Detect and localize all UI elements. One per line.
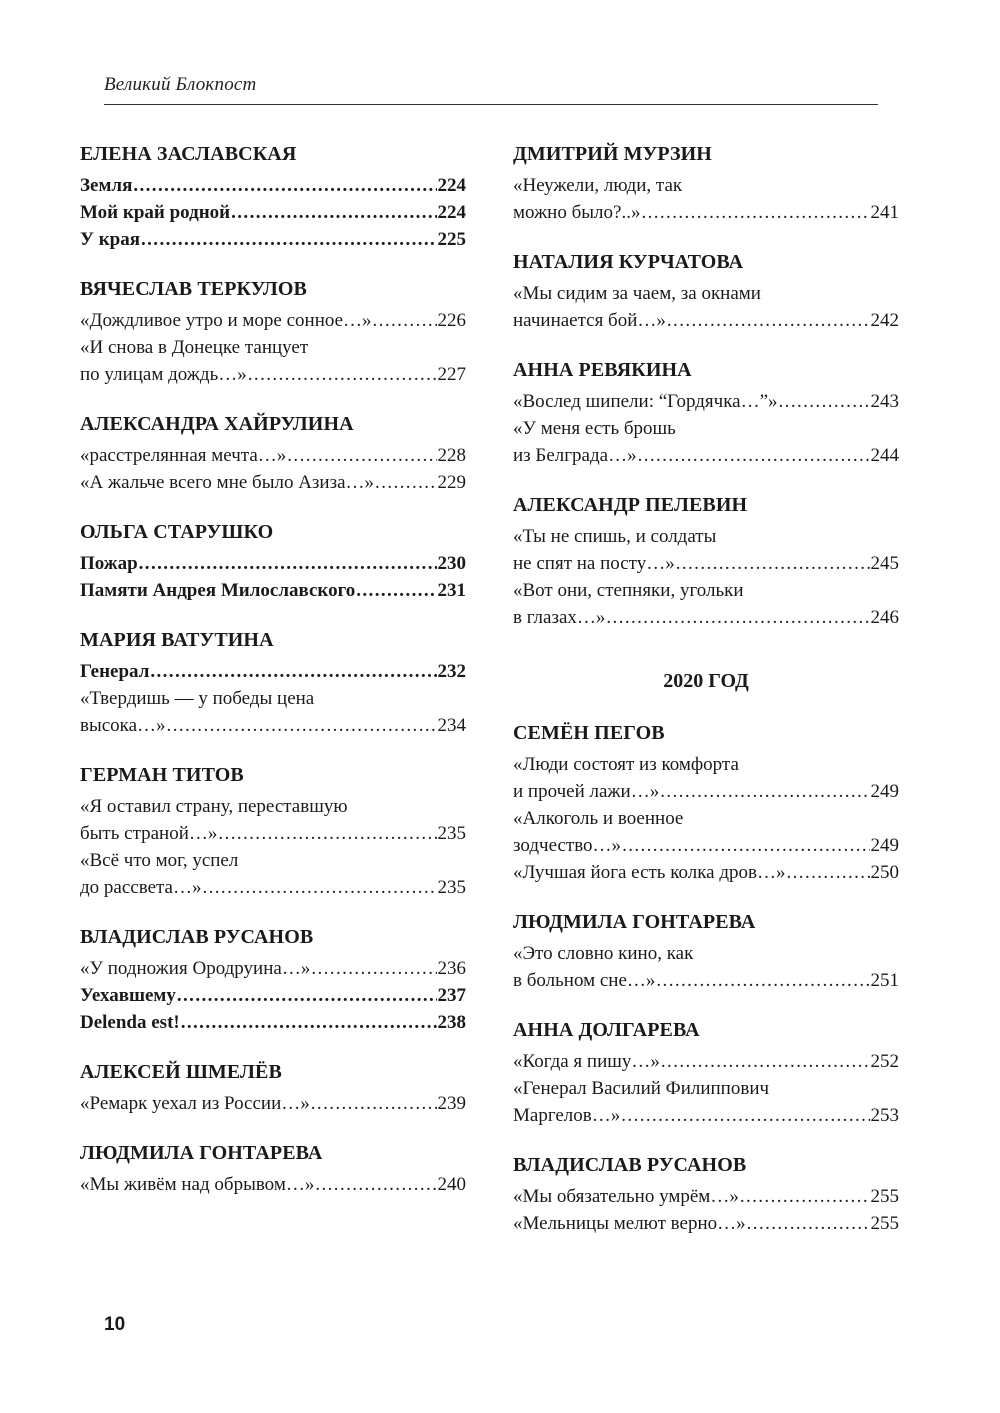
dot-leader xyxy=(315,1171,436,1198)
page-number: 10 xyxy=(104,1314,126,1335)
entry-last-line xyxy=(80,712,466,739)
entry-title: до рассвета…» xyxy=(80,877,202,898)
toc-entry xyxy=(513,1210,899,1237)
toc-section xyxy=(513,1151,899,1237)
entry-last-line xyxy=(513,550,899,577)
toc-entry xyxy=(513,859,899,886)
entry-page-number: 244 xyxy=(870,445,899,466)
entry-title-line: «Ты не спишь, и солдаты xyxy=(513,526,717,547)
dot-leader xyxy=(248,361,437,388)
author-name: АЛЕКСАНДРА ХАЙРУЛИНА xyxy=(80,413,354,435)
author-name: ВЯЧЕСЛАВ ТЕРКУЛОВ xyxy=(80,278,307,300)
author-name: АННА ДОЛГАРЕВА xyxy=(513,1019,700,1041)
entry-title: можно было?..» xyxy=(513,202,641,223)
entry-last-line xyxy=(513,967,899,994)
entry-last-line xyxy=(80,172,466,199)
toc-sections xyxy=(513,719,899,1237)
entry-title-line: «Люди состоят из комфорта xyxy=(513,754,739,775)
entry-last-line xyxy=(80,577,466,604)
dot-leader xyxy=(181,1009,437,1036)
entry-title: не спят на посту…» xyxy=(513,553,675,574)
entry-title: «Дождливое утро и море сонное…» xyxy=(80,310,372,331)
author-name: ЕЛЕНА ЗАСЛАВСКАЯ xyxy=(80,143,297,165)
entry-page-number: 249 xyxy=(870,835,899,856)
entry-title-line: «Алкоголь и военное xyxy=(513,808,684,829)
toc-entry xyxy=(80,982,466,1009)
entry-title: и прочей лажи…» xyxy=(513,781,660,802)
entry-title-line: «Я оставил страну, переставшую xyxy=(80,796,348,817)
entry-title-line: «Вот они, степняки, угольки xyxy=(513,580,744,601)
toc-section xyxy=(80,1058,466,1117)
entry-page-number: 242 xyxy=(870,310,899,331)
entry-last-line xyxy=(513,1183,899,1210)
entry-title-line: «И снова в Донецке танцует xyxy=(80,337,309,358)
dot-leader xyxy=(667,307,870,334)
toc-entry xyxy=(80,226,466,253)
dot-leader xyxy=(202,874,436,901)
dot-leader xyxy=(747,1210,870,1237)
entry-last-line xyxy=(80,226,466,253)
dot-leader xyxy=(133,172,436,199)
entry-title: из Белграда…» xyxy=(513,445,637,466)
toc-sections xyxy=(513,140,899,631)
entry-title: Памяти Андрея Милославского xyxy=(80,580,356,601)
dot-leader xyxy=(676,550,870,577)
entry-last-line xyxy=(513,778,899,805)
entry-last-line xyxy=(513,1048,899,1075)
author-name: АЛЕКСАНДР ПЕЛЕВИН xyxy=(513,494,748,516)
entry-page-number: 228 xyxy=(437,445,466,466)
entry-title: Мой край родной xyxy=(80,202,231,223)
entry-page-number: 245 xyxy=(870,553,899,574)
toc-entry xyxy=(513,523,899,577)
dot-leader xyxy=(779,388,870,415)
entry-last-line xyxy=(513,604,899,631)
entry-title-line: «Это словно кино, как xyxy=(513,943,694,964)
entry-page-number: 246 xyxy=(870,607,899,628)
toc-section xyxy=(80,410,466,496)
author-name: ОЛЬГА СТАРУШКО xyxy=(80,521,274,543)
entry-page-number: 225 xyxy=(437,229,466,250)
toc-entry xyxy=(513,940,899,994)
entry-last-line xyxy=(80,1171,466,1198)
entry-title: Генерал xyxy=(80,661,150,682)
entry-last-line xyxy=(513,442,899,469)
dot-leader xyxy=(231,199,436,226)
dot-leader xyxy=(621,1102,869,1129)
entry-title: высока…» xyxy=(80,715,166,736)
author-name: НАТАЛИЯ КУРЧАТОВА xyxy=(513,251,744,273)
entry-last-line xyxy=(80,361,466,388)
entry-page-number: 255 xyxy=(870,1213,899,1234)
author-name: ЛЮДМИЛА ГОНТАРЕВА xyxy=(513,911,756,933)
toc-section xyxy=(513,491,899,631)
year-heading: 2020 ГОД xyxy=(663,670,749,692)
entry-last-line xyxy=(513,307,899,334)
dot-leader xyxy=(141,226,437,253)
entry-last-line xyxy=(80,955,466,982)
toc-sections xyxy=(80,140,466,1198)
toc-entry xyxy=(513,1048,899,1075)
entry-title: по улицам дождь…» xyxy=(80,364,247,385)
dot-leader xyxy=(638,442,870,469)
entry-page-number: 229 xyxy=(437,472,466,493)
entry-last-line xyxy=(513,388,899,415)
toc-entry xyxy=(80,1171,466,1198)
entry-title-line: «Неужели, люди, так xyxy=(513,175,683,196)
entry-page-number: 232 xyxy=(437,661,466,682)
toc-section xyxy=(80,140,466,253)
toc-entry xyxy=(80,847,466,901)
toc-section xyxy=(80,761,466,901)
toc-entry xyxy=(80,469,466,496)
entry-last-line xyxy=(80,469,466,496)
entry-last-line xyxy=(80,550,466,577)
entry-title: «Когда я пишу…» xyxy=(513,1051,660,1072)
entry-page-number: 238 xyxy=(437,1012,466,1033)
toc-entry xyxy=(513,751,899,805)
entry-last-line xyxy=(513,199,899,226)
dot-leader xyxy=(373,307,437,334)
toc-entry xyxy=(80,685,466,739)
entry-title-line: «Генерал Василий Филиппович xyxy=(513,1078,770,1099)
toc-entry xyxy=(80,442,466,469)
running-head: Великий Блокпост xyxy=(104,74,257,95)
entry-title: Маргелов…» xyxy=(513,1105,621,1126)
entry-page-number: 239 xyxy=(437,1093,466,1114)
dot-leader xyxy=(740,1183,870,1210)
entry-last-line xyxy=(80,982,466,1009)
entry-title-line: «У меня есть брошь xyxy=(513,418,676,439)
entry-page-number: 251 xyxy=(870,970,899,991)
dot-leader xyxy=(218,820,436,847)
entry-title-line: «Мы сидим за чаем, за окнами xyxy=(513,283,761,304)
toc-section xyxy=(80,275,466,388)
entry-title: Уехавшему xyxy=(80,985,176,1006)
entry-page-number: 253 xyxy=(870,1105,899,1126)
entry-page-number: 226 xyxy=(437,310,466,331)
toc-entry xyxy=(80,1009,466,1036)
dot-leader xyxy=(375,469,436,496)
entry-last-line xyxy=(80,199,466,226)
toc-section xyxy=(80,518,466,604)
author-name: ГЕРМАН ТИТОВ xyxy=(80,764,244,786)
entry-title: «Лучшая йога есть колка дров…» xyxy=(513,862,786,883)
entry-page-number: 236 xyxy=(437,958,466,979)
dot-leader xyxy=(311,1090,437,1117)
entry-last-line xyxy=(80,442,466,469)
toc-entry xyxy=(513,388,899,415)
entry-title: Delenda est! xyxy=(80,1012,180,1033)
author-name: ЛЮДМИЛА ГОНТАРЕВА xyxy=(80,1142,323,1164)
entry-title: «Мельницы мелют верно…» xyxy=(513,1213,746,1234)
dot-leader xyxy=(787,859,870,886)
entry-page-number: 224 xyxy=(437,202,466,223)
dot-leader xyxy=(641,199,869,226)
entry-last-line xyxy=(513,1102,899,1129)
entry-title: Пожар xyxy=(80,553,138,574)
entry-page-number: 240 xyxy=(437,1174,466,1195)
entry-title: зодчество…» xyxy=(513,835,622,856)
entry-title-line: «Твердишь — у победы цена xyxy=(80,688,315,709)
toc-section xyxy=(80,1139,466,1198)
entry-title: Земля xyxy=(80,175,133,196)
dot-leader xyxy=(139,550,437,577)
entry-last-line xyxy=(80,658,466,685)
toc-entry xyxy=(80,172,466,199)
toc-right-column xyxy=(513,140,899,1259)
entry-title: быть страной…» xyxy=(80,823,218,844)
dot-leader xyxy=(356,577,436,604)
toc-entry xyxy=(80,1090,466,1117)
toc-entry xyxy=(513,415,899,469)
toc-left-column xyxy=(80,140,466,1220)
entry-page-number: 235 xyxy=(437,823,466,844)
toc-section xyxy=(513,140,899,226)
entry-title: «Вослед шипели: “Гордячка…”» xyxy=(513,391,778,412)
entry-page-number: 252 xyxy=(870,1051,899,1072)
toc-entry xyxy=(80,334,466,388)
entry-page-number: 250 xyxy=(870,862,899,883)
toc-section xyxy=(513,1016,899,1129)
author-name: ДМИТРИЙ МУРЗИН xyxy=(513,143,712,165)
dot-leader xyxy=(150,658,436,685)
dot-leader xyxy=(660,778,869,805)
entry-last-line xyxy=(80,1009,466,1036)
toc-section xyxy=(513,719,899,886)
author-name: ВЛАДИСЛАВ РУСАНОВ xyxy=(80,926,314,948)
entry-last-line xyxy=(80,307,466,334)
entry-last-line xyxy=(80,820,466,847)
author-name: АЛЕКСЕЙ ШМЕЛЁВ xyxy=(80,1061,282,1083)
entry-page-number: 237 xyxy=(437,985,466,1006)
entry-title: начинается бой…» xyxy=(513,310,666,331)
dot-leader xyxy=(287,442,436,469)
entry-page-number: 235 xyxy=(437,877,466,898)
dot-leader xyxy=(622,832,869,859)
dot-leader xyxy=(606,604,869,631)
entry-last-line xyxy=(80,874,466,901)
entry-page-number: 249 xyxy=(870,781,899,802)
entry-page-number: 231 xyxy=(437,580,466,601)
toc-entry xyxy=(513,577,899,631)
toc-section xyxy=(513,248,899,334)
entry-title: У края xyxy=(80,229,140,250)
entry-page-number: 243 xyxy=(870,391,899,412)
author-name: АННА РЕВЯКИНА xyxy=(513,359,692,381)
toc-entry xyxy=(80,199,466,226)
entry-last-line xyxy=(513,1210,899,1237)
dot-leader xyxy=(167,712,437,739)
toc-entry xyxy=(513,1075,899,1129)
header-rule xyxy=(104,104,878,105)
toc-section xyxy=(80,626,466,739)
entry-title: «расстрелянная мечта…» xyxy=(80,445,287,466)
entry-title: «Мы обязательно умрём…» xyxy=(513,1186,739,1207)
toc-entry xyxy=(80,793,466,847)
entry-page-number: 230 xyxy=(437,553,466,574)
dot-leader xyxy=(177,982,437,1009)
toc-section xyxy=(80,923,466,1036)
toc-entry xyxy=(80,577,466,604)
entry-page-number: 227 xyxy=(437,364,466,385)
toc-entry xyxy=(80,550,466,577)
entry-title: «У подножия Ородруина…» xyxy=(80,958,311,979)
entry-last-line xyxy=(80,1090,466,1117)
entry-title-line: «Всё что мог, успел xyxy=(80,850,239,871)
entry-title: в глазах…» xyxy=(513,607,606,628)
toc-entry xyxy=(513,280,899,334)
author-name: СЕМЁН ПЕГОВ xyxy=(513,722,665,744)
toc-entry xyxy=(513,805,899,859)
entry-page-number: 241 xyxy=(870,202,899,223)
toc-section xyxy=(513,356,899,469)
entry-title: в больном сне…» xyxy=(513,970,656,991)
author-name: ВЛАДИСЛАВ РУСАНОВ xyxy=(513,1154,747,1176)
entry-page-number: 255 xyxy=(870,1186,899,1207)
entry-title: «Ремарк уехал из России…» xyxy=(80,1093,310,1114)
dot-leader xyxy=(661,1048,870,1075)
entry-last-line xyxy=(513,832,899,859)
toc-entry xyxy=(80,307,466,334)
entry-page-number: 224 xyxy=(437,175,466,196)
author-name: МАРИЯ ВАТУТИНА xyxy=(80,629,274,651)
toc-section xyxy=(513,908,899,994)
toc-entry xyxy=(80,955,466,982)
toc-entry xyxy=(513,172,899,226)
dot-leader xyxy=(656,967,869,994)
entry-page-number: 234 xyxy=(437,715,466,736)
toc-entry xyxy=(513,1183,899,1210)
entry-title: «Мы живём над обрывом…» xyxy=(80,1174,315,1195)
toc-entry xyxy=(80,658,466,685)
entry-last-line xyxy=(513,859,899,886)
dot-leader xyxy=(311,955,436,982)
entry-title: «А жальче всего мне было Азиза…» xyxy=(80,472,375,493)
